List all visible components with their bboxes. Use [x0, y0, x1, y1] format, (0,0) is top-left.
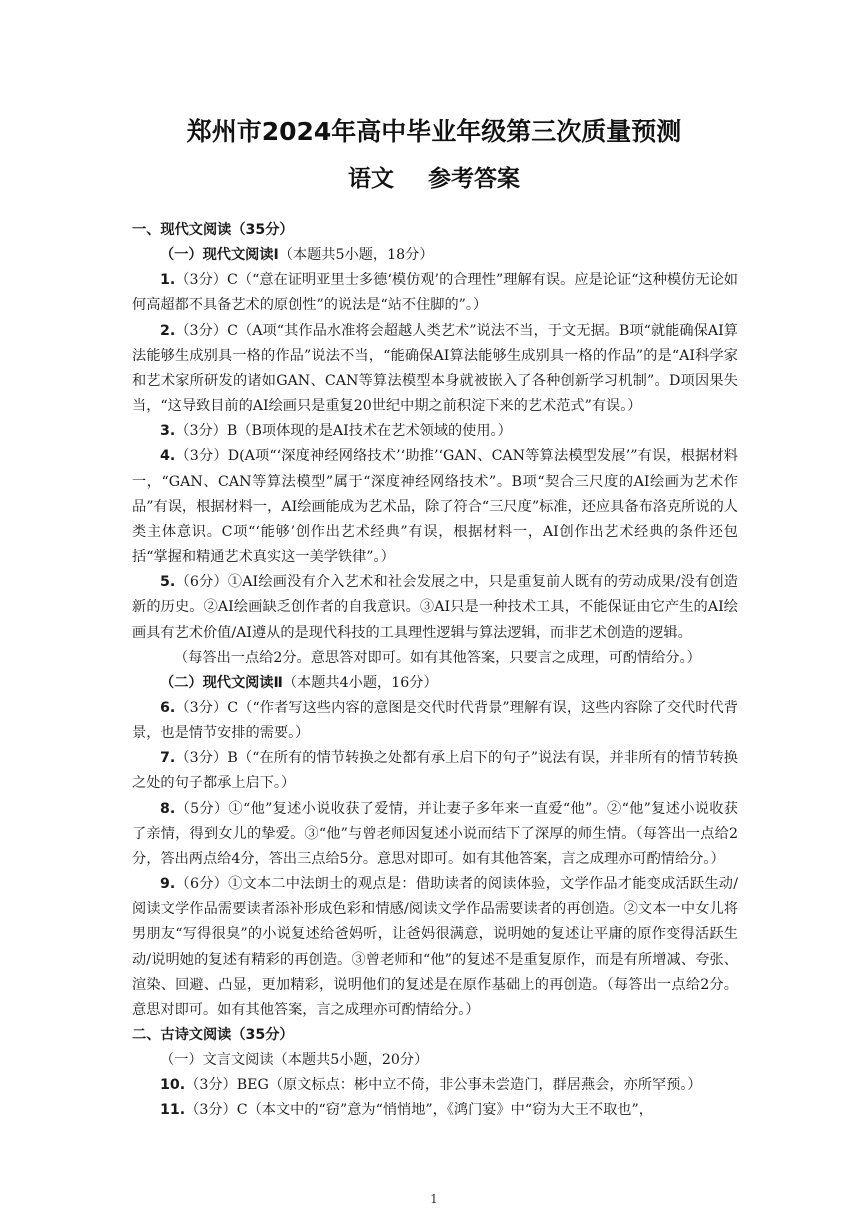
subsection-heading — [132, 671, 738, 696]
answer-content — [132, 218, 738, 1124]
answer-text: （3分）B（B项体现的是AI技术在艺术领域的使用。） — [175, 423, 512, 440]
answer-text: （6分）①AI绘画没有介入艺术和社会发展之中，只是重复前人既有的劳动成果/没有创造新的历史。②AI绘画缺乏创作者的自我意识。③AI只是一种技术工具，不能保证由它产生的AI绘画具有艺术价值/AI遵从的是现代科技的工具理性逻辑与算法逻辑，而非艺术创造的逻辑。 — [132, 574, 738, 641]
question-number: 6. — [160, 699, 176, 716]
question-number: 11. — [160, 1102, 186, 1119]
page-number: 1 — [430, 1192, 438, 1206]
question-number: 4. — [160, 448, 176, 465]
answer-text: （3分）C（本文中的“窃”意为“悄悄地”，《鸿门宴》中“窃为大王不取也”， — [185, 1102, 653, 1119]
answer-item — [132, 444, 738, 570]
answer-text: （3分）B（“在所有的情节转换之处都有承上启下的句子”说法有误，并非所有的情节转换之处的句子都承上启下。） — [132, 750, 738, 792]
question-number: 2. — [160, 322, 176, 339]
question-number: 3. — [160, 423, 176, 440]
answer-text: （6分）①文本二中法朗士的观点是：借助读者的阅读体验，文学作品才能变成活跃生动/阅读文学作品需要读者添补形成色彩和情感/阅读文学作品需要读者的再创造。②文本一中女儿将男朋友“写得很臭”的小说复述给爸妈听，让爸妈很满意，说明她的复述让平庸的原作变得活跃生动/说明她的复述有精彩的再创造。③曾老师和“他”的复述不是重复原作，而是有所增减、夸张、渲染、回避、凸显，更加精彩，说明他们的复述是在原作基础上的再创造。（每答出一点给2分。意思对即可。如有其他答案，言之成理亦可酌情给分。） — [132, 876, 738, 1018]
answer-text: （3分）D(A项“‘深度神经网络技术’‘助推’‘GAN、CAN等算法模型发展’”有误，根据材料一，“GAN、CAN等算法模型”属于“深度神经网络技术”。B项“契合三尺度的AI绘画为艺术作品”有误，根据材料一，AI绘画能成为艺术品，除了符合“三尺度”标准，还应具备布洛克所说的人类主体意识。C项“‘能够’创作出艺术经典”有误，根据材料一，AI创作出艺术经典的条件还包括“掌握和精通艺术真实这一美学铁律”。） — [132, 448, 738, 566]
subsection-note: （本题共4小题，16分） — [282, 674, 438, 691]
subject-label: 语文 — [348, 166, 394, 192]
question-number: 10. — [160, 1077, 186, 1094]
answer-item — [132, 1098, 738, 1123]
answer-item — [132, 746, 738, 796]
subsection-note: （本题共5小题，18分） — [278, 247, 434, 264]
answer-text: （5分）①“他”复述小说收获了爱情，并让妻子多年来一直爱“他”。②“他”复述小说收获了亲情，得到女儿的挚爱。③“他”与曾老师因复述小说而结下了深厚的师生情。（每答出一点给2分，答出两点给4分，答出三点给5分。意思对即可。如有其他答案，言之成理亦可酌情给分。） — [132, 800, 738, 867]
question-number: 1. — [160, 272, 176, 289]
answer-text: （3分）BEG（原文标点：彬中立不倚，非公事未尝造门，群居燕会，亦所罕预。） — [185, 1077, 702, 1094]
answer-item — [132, 872, 738, 1023]
answer-item — [132, 419, 738, 444]
answer-item — [132, 797, 738, 872]
subsection-title: （一）现代文阅读Ⅰ — [160, 247, 279, 264]
section-heading: 一、现代文阅读（35分） — [132, 222, 294, 238]
document-subtitle — [0, 160, 868, 193]
question-number: 7. — [160, 750, 176, 767]
document-title: 郑州市2024年高中毕业年级第三次质量预测 — [186, 117, 682, 146]
answer-item — [132, 268, 738, 318]
answer-item — [132, 319, 738, 420]
answer-text: （3分）C（“意在证明亚里士多德‘模仿观’的合理性”理解有误。应是论证“这种模仿无论如何高超都不具备艺术的原创性”的说法是“站不住脚的”。） — [132, 272, 738, 314]
answer-key-label: 参考答案 — [428, 166, 520, 192]
question-number: 9. — [160, 876, 176, 893]
subsection-heading: （一）文言文阅读（本题共5小题，20分） — [160, 1052, 429, 1069]
answer-item — [132, 1073, 738, 1098]
answer-text: （3分）C（A项“其作品水准将会超越人类艺术”说法不当，于文无据。B项“就能确保AI算法能够生成别具一格的作品”说法不当，“能确保AI算法能够生成别具一格的作品”的是“AI科学家和艺术家所研发的诸如GAN、CAN等算法模型本身就被嵌入了各种创新学习机制”。D项因果失当，“这导致目前的AI绘画只是重复20世纪中期之前积淀下来的艺术范式”有误。） — [132, 322, 738, 415]
subsection-title: （二）现代文阅读Ⅱ — [160, 674, 283, 691]
subsection-heading — [132, 243, 738, 268]
question-number: 8. — [160, 800, 176, 817]
answer-item — [132, 696, 738, 746]
answer-text: （3分）C（“作者写这些内容的意图是交代时代背景”理解有误，这些内容除了交代时代背景，也是情节安排的需要。） — [132, 699, 738, 742]
question-number: 5. — [160, 574, 176, 591]
section-heading: 二、古诗文阅读（35分） — [132, 1027, 294, 1043]
answer-item — [132, 570, 738, 645]
scoring-note: （每答出一点给2分。意思答对即可。如有其他答案，只要言之成理，可酌情给分。） — [174, 649, 701, 666]
